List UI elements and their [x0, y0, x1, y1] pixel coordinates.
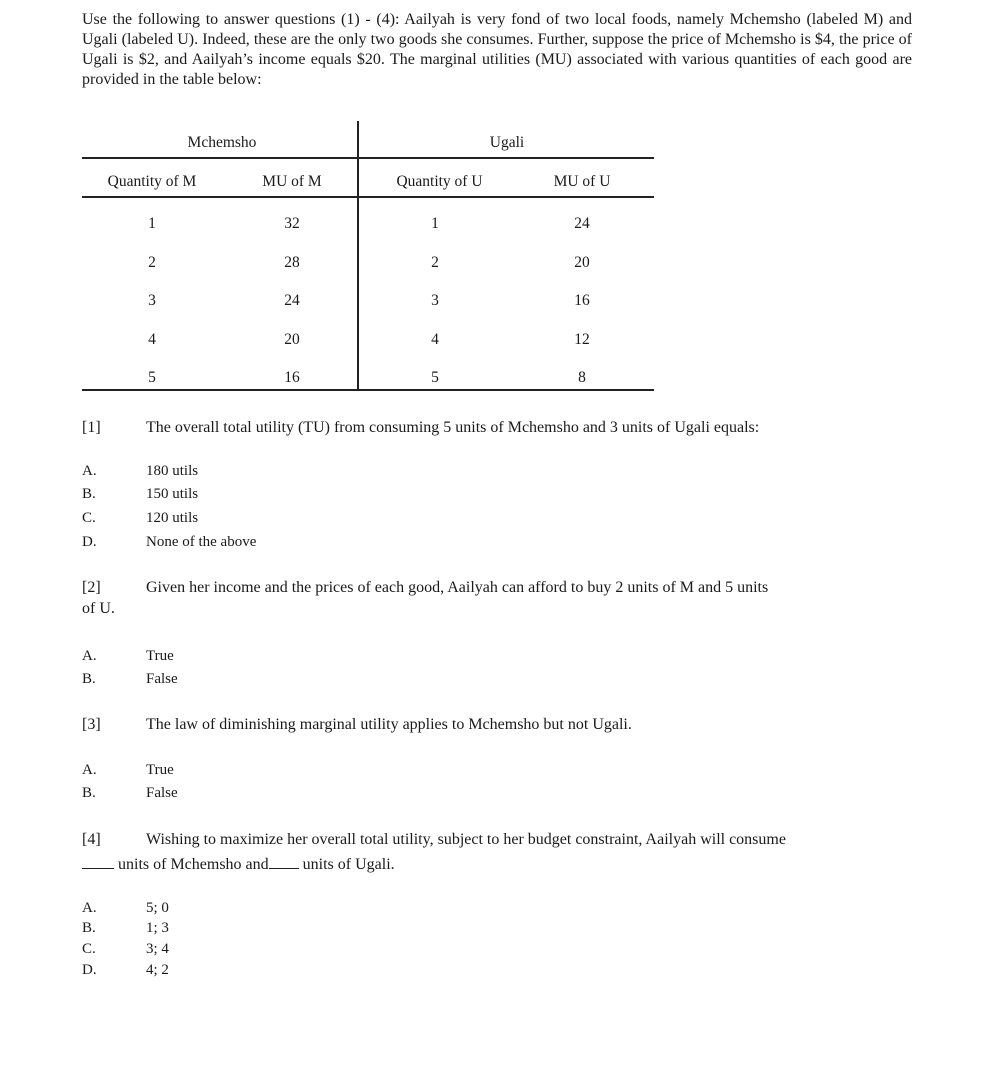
question-2-option-a: True [146, 648, 174, 664]
question-4-option-c-letter: C. [82, 941, 96, 957]
question-2-number: [2] [82, 579, 101, 596]
question-4-option-a: 5; 0 [146, 900, 169, 916]
question-1-option-c: 120 utils [146, 510, 199, 526]
intro-paragraph: Use the following to answer questions (1) - (4): Aailyah is very fond of two local foods, namely Mchemsho (labeled M) and Ugali (labeled U). Indeed, these are the only two goods she consumes. Further, suppose the price of Mchemsho is $4, the price of Ugali is $2, and Aailyah’s income equals $20. The marginal utilities (MU) associated with various quantities of each good are provided in the table below: [82, 11, 912, 88]
table-cell: 1 [431, 215, 439, 232]
table-group-ugali: Ugali [489, 134, 525, 151]
question-1-option-a: 180 utils [146, 463, 199, 479]
table-header-mu-u: MU of U [553, 173, 611, 190]
table-cell: 2 [431, 254, 439, 271]
question-4-option-d-letter: D. [82, 962, 97, 978]
question-3-option-b-letter: B. [82, 785, 96, 801]
table-cell: 4 [431, 331, 439, 348]
table-cell: 3 [148, 292, 156, 309]
answer-blank-m [82, 854, 114, 869]
table-cell: 3 [431, 292, 439, 309]
question-2-option-a-letter: A. [82, 648, 97, 664]
table-divider-vertical [357, 121, 359, 391]
table-cell: 8 [578, 369, 586, 386]
question-4-option-c: 3; 4 [146, 941, 169, 957]
question-1-option-a-letter: A. [82, 463, 97, 479]
question-3-option-a-letter: A. [82, 762, 97, 778]
question-1-text: The overall total utility (TU) from consuming 5 units of Mchemsho and 3 units of Ugali equals: [146, 419, 760, 436]
table-cell: 16 [574, 292, 590, 309]
table-rule-header [82, 196, 654, 198]
table-group-mchemsho: Mchemsho [187, 134, 257, 151]
question-2-text-continued: of U. [82, 600, 115, 617]
table-cell: 5 [148, 369, 156, 386]
question-4-text: Wishing to maximize her overall total utility, subject to her budget constraint, Aailyah will consume [146, 831, 786, 848]
question-4-fragment-b: units of Ugali. [302, 856, 395, 873]
table-cell: 4 [148, 331, 156, 348]
utility-table [82, 121, 654, 391]
table-cell: 24 [284, 292, 300, 309]
question-2-option-b: False [146, 671, 178, 687]
table-cell: 2 [148, 254, 156, 271]
question-4-option-a-letter: A. [82, 900, 97, 916]
question-3-text: The law of diminishing marginal utility applies to Mchemsho but not Ugali. [146, 716, 632, 733]
question-4-number: [4] [82, 831, 101, 848]
table-header-quantity-m: Quantity of M [107, 173, 197, 190]
question-1-option-b: 150 utils [146, 486, 199, 502]
table-cell: 32 [284, 215, 300, 232]
table-cell: 5 [431, 369, 439, 386]
question-1-option-b-letter: B. [82, 486, 96, 502]
question-1-option-c-letter: C. [82, 510, 96, 526]
table-header-mu-m: MU of M [262, 173, 322, 190]
question-2-text: Given her income and the prices of each good, Aailyah can afford to buy 2 units of M and 5 units [146, 579, 769, 596]
table-cell: 12 [574, 331, 590, 348]
question-1-number: [1] [82, 419, 101, 436]
table-cell: 20 [574, 254, 590, 271]
table-cell: 20 [284, 331, 300, 348]
answer-blank-u [269, 854, 299, 869]
table-cell: 28 [284, 254, 300, 271]
question-3-option-a: True [146, 762, 174, 778]
question-2-option-b-letter: B. [82, 671, 96, 687]
question-1-option-d: None of the above [146, 534, 257, 550]
question-3-option-b: False [146, 785, 178, 801]
question-4-option-b: 1; 3 [146, 920, 169, 936]
table-cell: 16 [284, 369, 300, 386]
table-rule-bottom [82, 389, 654, 391]
table-header-quantity-u: Quantity of U [396, 173, 483, 190]
question-4-fragment-a: units of Mchemsho and [118, 856, 269, 873]
question-4-option-b-letter: B. [82, 920, 96, 936]
question-1-option-d-letter: D. [82, 534, 97, 550]
question-4-option-d: 4; 2 [146, 962, 169, 978]
table-rule-group-m [82, 157, 357, 159]
table-rule-group-u [357, 157, 654, 159]
table-cell: 24 [574, 215, 590, 232]
question-4-text-continued [82, 854, 395, 874]
question-3-number: [3] [82, 716, 101, 733]
table-cell: 1 [148, 215, 156, 232]
